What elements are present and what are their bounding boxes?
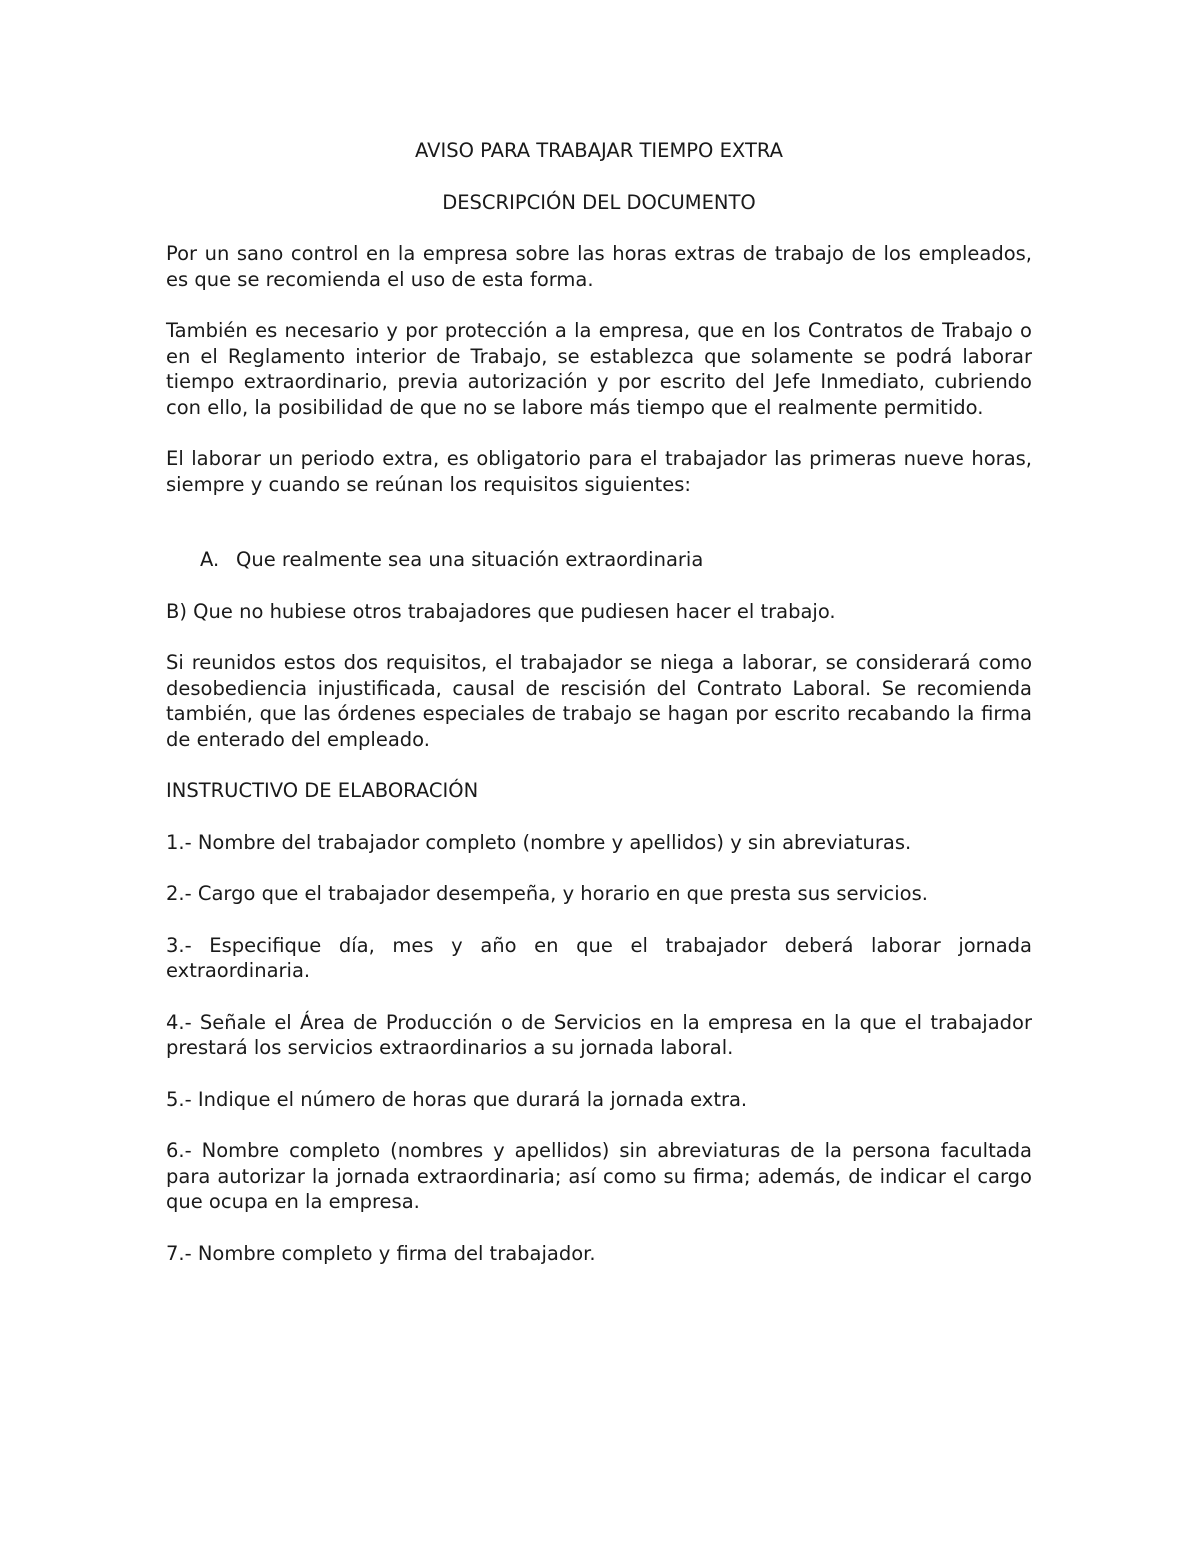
intro-paragraph-2: También es necesario y por protección a la empresa, que en los Contratos de Trabajo o en el Reglamento interior de Trabajo, se establezca que solamente se podrá laborar tiempo extraordinario, previa autorización y por escrito del Jefe Inmediato, cubriendo con ello, la posibilidad de que no se labore más tiempo que el realmente permitido. bbox=[166, 319, 1032, 419]
instructions-heading: INSTRUCTIVO DE ELABORACIÓN bbox=[166, 779, 479, 802]
instruction-item-6: 6.- Nombre completo (nombres y apellidos) sin abreviaturas de la persona facultada para autorizar la jornada extraordinaria; así como su firma; además, de indicar el cargo que ocupa en la empresa. bbox=[166, 1139, 1032, 1213]
instruction-item-3: 3.- Especifique día, mes y año en que el trabajador deberá laborar jornada extraordinaria. bbox=[166, 933, 1032, 982]
requirement-a-label: A. bbox=[200, 548, 220, 571]
instruction-item-5: 5.- Indique el número de horas que durará la jornada extra. bbox=[166, 1087, 748, 1111]
instruction-item-4: 4.- Señale el Área de Producción o de Servicios en la empresa en la que el trabajador prestará los servicios extraordinarios a su jornada laboral. bbox=[166, 1010, 1032, 1059]
document-title: AVISO PARA TRABAJAR TIEMPO EXTRA bbox=[415, 139, 783, 162]
document-subtitle: DESCRIPCIÓN DEL DOCUMENTO bbox=[442, 190, 756, 214]
intro-paragraph-3: El laborar un periodo extra, es obligatorio para el trabajador las primeras nueve horas, siempre y cuando se reúnan los requisitos siguientes: bbox=[166, 447, 1032, 496]
instruction-item-1: 1.- Nombre del trabajador completo (nombre y apellidos) y sin abreviaturas. bbox=[166, 830, 912, 854]
requirement-a-text: Que realmente sea una situación extraordinaria bbox=[236, 548, 704, 571]
requirement-b: B) Que no hubiese otros trabajadores que pudiesen hacer el trabajo. bbox=[166, 599, 836, 623]
requirement-a bbox=[166, 547, 1032, 573]
instruction-item-7: 7.- Nombre completo y firma del trabajador. bbox=[166, 1241, 596, 1265]
closing-paragraph: Si reunidos estos dos requisitos, el trabajador se niega a laborar, se considerará como desobediencia injustificada, causal de rescisión del Contrato Laboral. Se recomienda también, que las órdenes especiales de trabajo se hagan por escrito recabando la firma de enterado del empleado. bbox=[166, 651, 1032, 751]
intro-paragraph-1: Por un sano control en la empresa sobre las horas extras de trabajo de los empleados, es que se recomienda el uso de esta forma. bbox=[166, 242, 1032, 291]
instruction-item-2: 2.- Cargo que el trabajador desempeña, y horario en que presta sus servicios. bbox=[166, 882, 928, 905]
document-content bbox=[166, 138, 1032, 1292]
